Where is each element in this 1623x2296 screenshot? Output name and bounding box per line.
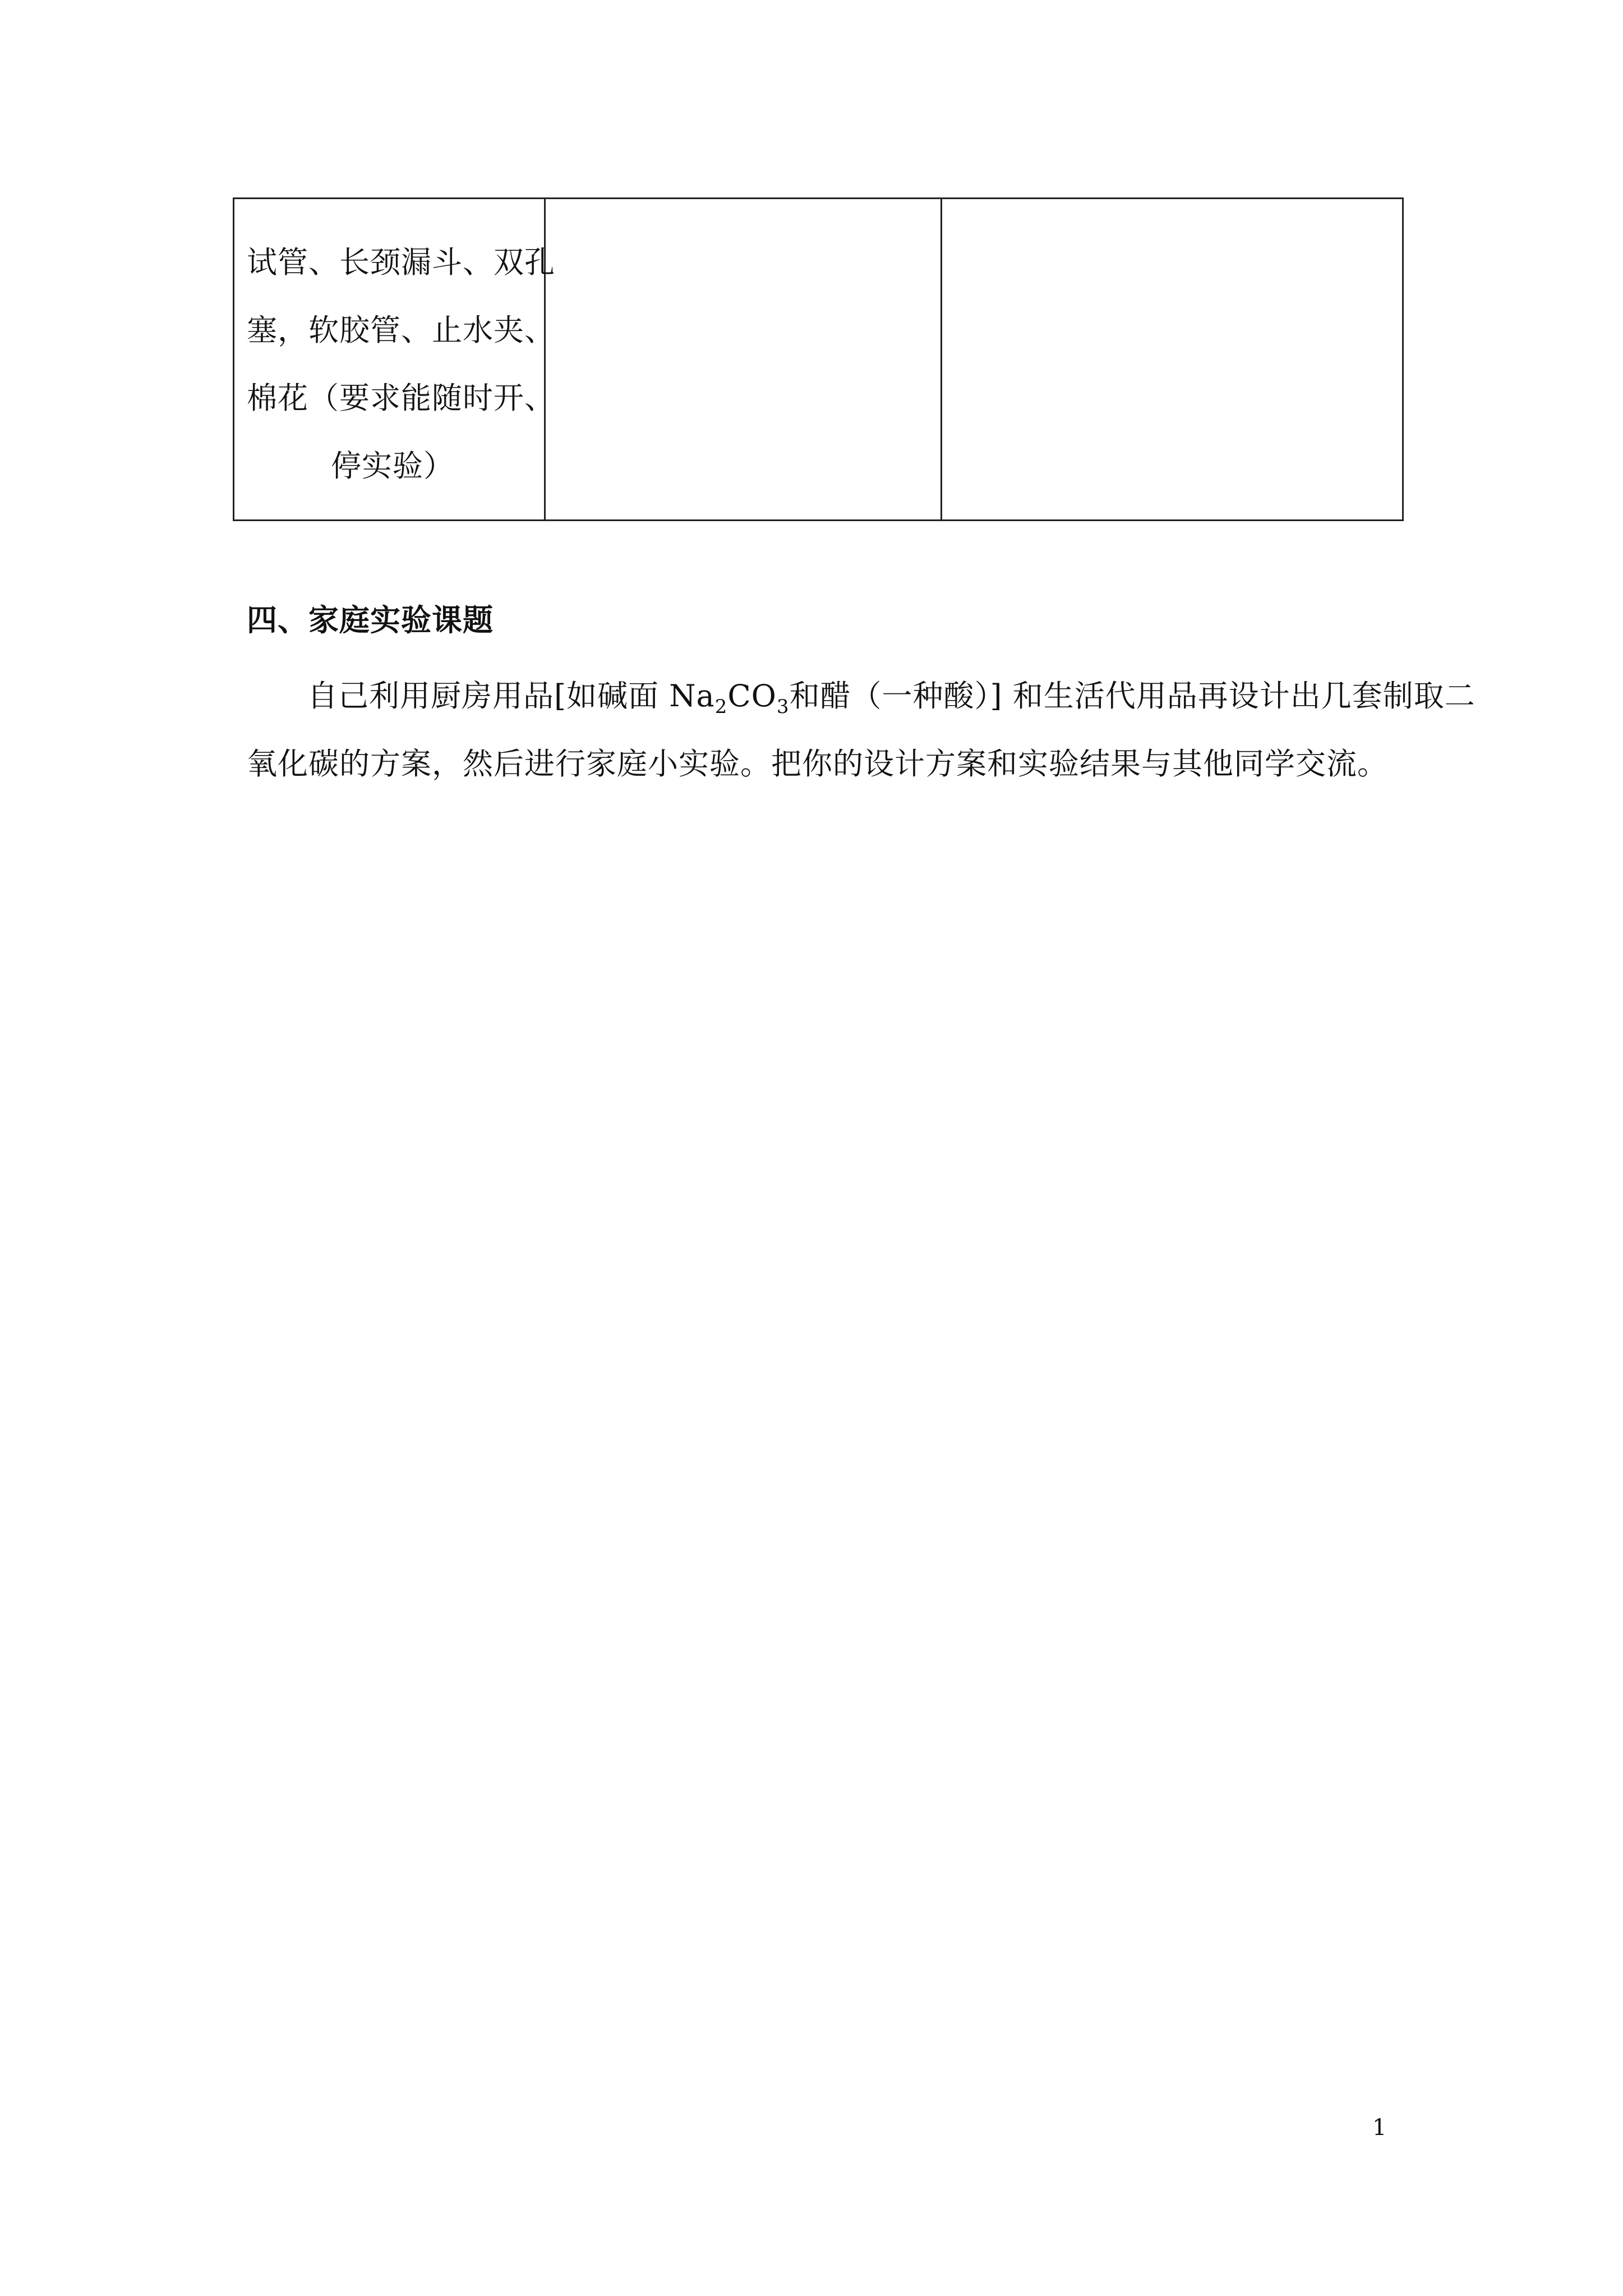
paragraph-text: CO: [727, 678, 777, 714]
apparatus-line: 试管、长颈漏斗、双孔: [247, 245, 555, 280]
table-cell-apparatus: [234, 199, 555, 521]
page-number: 1: [1372, 2115, 1387, 2141]
table-row: [234, 199, 1403, 521]
apparatus-line: 棉花（要求能随时开、: [247, 380, 555, 416]
section-heading: 四、家庭实验课题: [247, 602, 494, 638]
section-paragraph: [247, 662, 1476, 798]
apparatus-table: [233, 197, 1404, 521]
subscript: 3: [776, 695, 790, 718]
apparatus-line: 塞，软胶管、止水夹、: [247, 312, 555, 348]
paragraph-line-1: [247, 662, 1476, 730]
paragraph-text: 自己利用厨房用品[如碱面 Na: [307, 678, 715, 714]
paragraph-line-2: 氧化碳的方案，然后进行家庭小实验。把你的设计方案和实验结果与其他同学交流。: [247, 746, 1388, 781]
paragraph-text: 和醋（一种酸）] 和生活代用品再设计出几套制取二: [789, 678, 1476, 714]
subscript: 2: [714, 695, 728, 718]
apparatus-line: 停实验）: [331, 448, 454, 484]
table-cell-empty: [545, 199, 942, 521]
table-cell-empty: [942, 199, 1403, 521]
apparatus-text: [234, 199, 555, 500]
